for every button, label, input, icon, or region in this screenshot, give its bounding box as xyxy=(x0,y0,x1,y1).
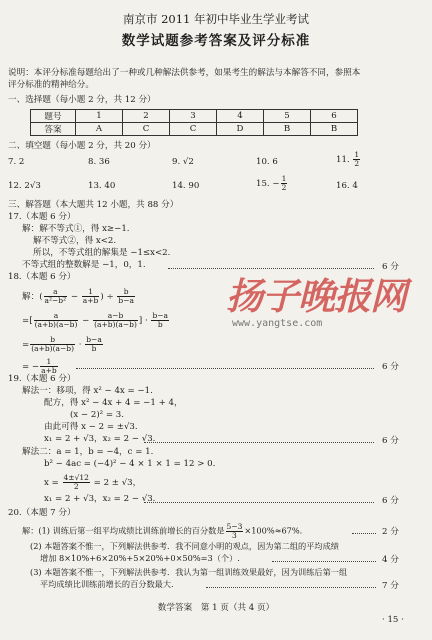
fill-answer-15-label: 15. − xyxy=(256,179,280,189)
fraction: $\frac{5-3}{3}$ xyxy=(226,522,243,540)
fill-answer-7: 7. 2 xyxy=(8,157,25,167)
q19-label: 19.（本题 6 分） xyxy=(8,374,76,384)
q20-score-part2: 4 分 xyxy=(382,555,399,565)
q20-part1-result: ×100%≈67%. xyxy=(244,525,303,536)
section3-heading: 三、解答题（本大题共 12 小题，共 88 分） xyxy=(8,200,179,210)
q17-line-2: 解不等式②，得 x<2. xyxy=(33,236,117,246)
q19-m4: 由此可得 x − 2 = ±√3. xyxy=(44,422,138,432)
table-cell: 2 xyxy=(123,110,170,123)
section1-heading: 一、选择题（每小题 2 分，共 12 分） xyxy=(8,95,156,105)
score-leader-dots xyxy=(76,368,374,369)
fraction: $\frac{b-a}{b}$ xyxy=(86,335,102,353)
table-cell: 1 xyxy=(76,110,123,123)
q19-m5: x₁ = 2 + √3，x₂ = 2 − √3. xyxy=(44,434,156,444)
q18-line-2: =[ $\frac{a}{(a+b)(a-b)}$ − $\frac{a-b}{(a+b)(a-b)}$ ] · $\frac{b-a}{b}$ xyxy=(22,311,169,329)
table-row-numbers xyxy=(31,110,358,123)
fill-answer-14: 14. 90 xyxy=(172,181,200,191)
table-cell: C xyxy=(123,123,170,136)
fill-answer-13: 13. 40 xyxy=(88,181,116,191)
fraction-one-half: $\frac{1}{2}$ xyxy=(281,174,287,192)
fill-answer-8: 8. 36 xyxy=(88,157,110,167)
q17-line-3: 所以，不等式组的解集是 −1≤x<2. xyxy=(33,248,171,258)
fraction-one-half: $\frac{1}{2}$ xyxy=(354,150,360,168)
fraction: $\frac{4\pm√12}{2}$ xyxy=(63,473,89,491)
fraction: $\frac{1}{a+b}$ xyxy=(82,287,99,305)
q17-line-4: 不等式组的整数解是 −1，0，1. xyxy=(22,260,146,270)
table-row-answers xyxy=(31,123,358,136)
row-label-number: 题号 xyxy=(31,110,76,123)
note-line-2: 评分标准的精神给分。 xyxy=(8,80,94,90)
fill-answer-10: 10. 6 xyxy=(256,157,278,167)
fill-answer-16: 16. 4 xyxy=(336,181,358,191)
q17-score: 6 分 xyxy=(382,262,399,272)
score-leader-dots xyxy=(352,533,376,534)
q17-line-1: 解：解不等式①，得 x≥−1. xyxy=(22,224,130,234)
fraction: $\frac{1}{a+b}$ xyxy=(41,357,57,375)
q19-score-method-2: 6 分 xyxy=(382,496,399,506)
fill-answer-11-label: 11. xyxy=(336,155,353,165)
footer-page-label: 数学答案 第 1 页（共 4 页） xyxy=(157,603,275,613)
table-cell: D xyxy=(217,123,264,136)
q18-prefix: =[ xyxy=(22,316,33,326)
row-label-answer: 答案 xyxy=(31,123,76,136)
table-cell: 4 xyxy=(217,110,264,123)
choice-answer-table xyxy=(30,109,358,136)
q20-part3-line-2: 平均成绩比训练前增长的百分数最大. xyxy=(40,579,174,589)
q20-score-part3: 7 分 xyxy=(382,581,399,591)
q20-part1-text: 解：(1) 训练后第一组平均成绩比训练前增长的百分数是 xyxy=(22,525,225,536)
score-leader-dots xyxy=(206,587,376,588)
q19-m3: (x − 2)² = 3. xyxy=(70,410,124,420)
q19-score-method-1: 6 分 xyxy=(382,436,399,446)
fraction: $\frac{a-b}{(a+b)(a-b)}$ xyxy=(94,311,137,329)
footer-page-number: · 15 · xyxy=(382,615,404,625)
fraction: $\frac{a}{(a+b)(a-b)}$ xyxy=(34,311,78,329)
q19-n4: x₁ = 2 + √3，x₂ = 2 − √3. xyxy=(44,494,156,504)
fraction: $\frac{b-a}{b}$ xyxy=(152,311,169,329)
score-leader-dots xyxy=(144,502,374,503)
q20-part2-line-2: 增加 8×10%+6×20%+5×20%+0×50%=3（个）. xyxy=(40,553,240,563)
exam-title: 南京市 2011 年初中毕业生学业考试 xyxy=(122,12,310,26)
q19-n3-suffix: = 2 ± √3， xyxy=(90,478,142,488)
fraction: $\frac{a}{\text{a²−b²}}$ xyxy=(44,287,67,305)
q18-label: 18.（本题 6 分） xyxy=(8,272,76,282)
q19-n2: b² − 4ac = (−4)² − 4 × 1 × 1 = 12 > 0. xyxy=(44,459,216,469)
q18-prefix: = − xyxy=(22,362,40,372)
q20-score-part1: 2 分 xyxy=(382,527,399,537)
q20-label: 20.（本题 7 分） xyxy=(8,508,76,518)
table-cell: 6 xyxy=(311,110,358,123)
q18-line-1: 解：( $\frac{a}{\text{a²−b²}}$ − $\frac{1}{a+b}$ ) ÷ $\frac{b}{b-a}$ xyxy=(22,287,134,305)
table-cell: A xyxy=(76,123,123,136)
score-leader-dots xyxy=(272,561,376,562)
fraction: $\frac{b}{b-a}$ xyxy=(118,287,134,305)
q19-n3 xyxy=(44,474,141,491)
fraction: $\frac{b}{(a+b)(a-b)}$ xyxy=(31,335,75,353)
table-cell: B xyxy=(264,123,311,136)
doc-title: 数学试题参考答案及评分标准 xyxy=(121,33,311,49)
table-cell: 3 xyxy=(170,110,217,123)
score-leader-dots xyxy=(144,442,374,443)
q20-part2-line-1: (2) 本题答案不惟一，下列解法供参考．我不同意小明的观点，因为第二组的平均成绩 xyxy=(30,541,339,551)
q18-prefix: = xyxy=(22,340,30,350)
watermark-logo: 扬子晚报网 xyxy=(226,275,406,318)
fill-answer-9: 9. √2 xyxy=(172,157,194,167)
note-line-1: 说明：本评分标准每题给出了一种或几种解法供参考，如果考生的解法与本解答不同，参照本 xyxy=(8,68,361,78)
q18-line-3: = $\frac{b}{(a+b)(a-b)}$ · $\frac{b-a}{b}$ xyxy=(22,335,102,353)
table-cell: 5 xyxy=(264,110,311,123)
fill-answer-11 xyxy=(336,151,361,168)
q18-line-4 xyxy=(22,358,59,375)
watermark-url: www.yangtse.com xyxy=(232,318,323,329)
q19-m1: 解法一：移项，得 x² − 4x = −1. xyxy=(22,386,153,396)
q19-n3-prefix: x = xyxy=(44,478,62,488)
q19-n1: 解法二：a = 1，b = −4，c = 1. xyxy=(22,447,154,457)
q19-m2: 配方，得 x² − 4x + 4 = −1 + 4， xyxy=(44,398,183,408)
fill-answer-15 xyxy=(256,175,288,192)
q18-score: 6 分 xyxy=(382,362,399,372)
q20-part3-line-1: (3) 本题答案不惟一，下列解法供参考．我认为第一组训练效果最好，因为训练后第一组 xyxy=(30,567,348,577)
table-cell: B xyxy=(311,123,358,136)
fill-answer-12: 12. 2√3 xyxy=(8,181,41,191)
section2-heading: 二、填空题（每小题 2 分，共 20 分） xyxy=(8,141,156,151)
q17-label: 17.（本题 6 分） xyxy=(8,212,76,222)
q18-prefix: 解：( xyxy=(22,292,43,302)
table-cell: C xyxy=(170,123,217,136)
q20-part1 xyxy=(22,523,302,540)
